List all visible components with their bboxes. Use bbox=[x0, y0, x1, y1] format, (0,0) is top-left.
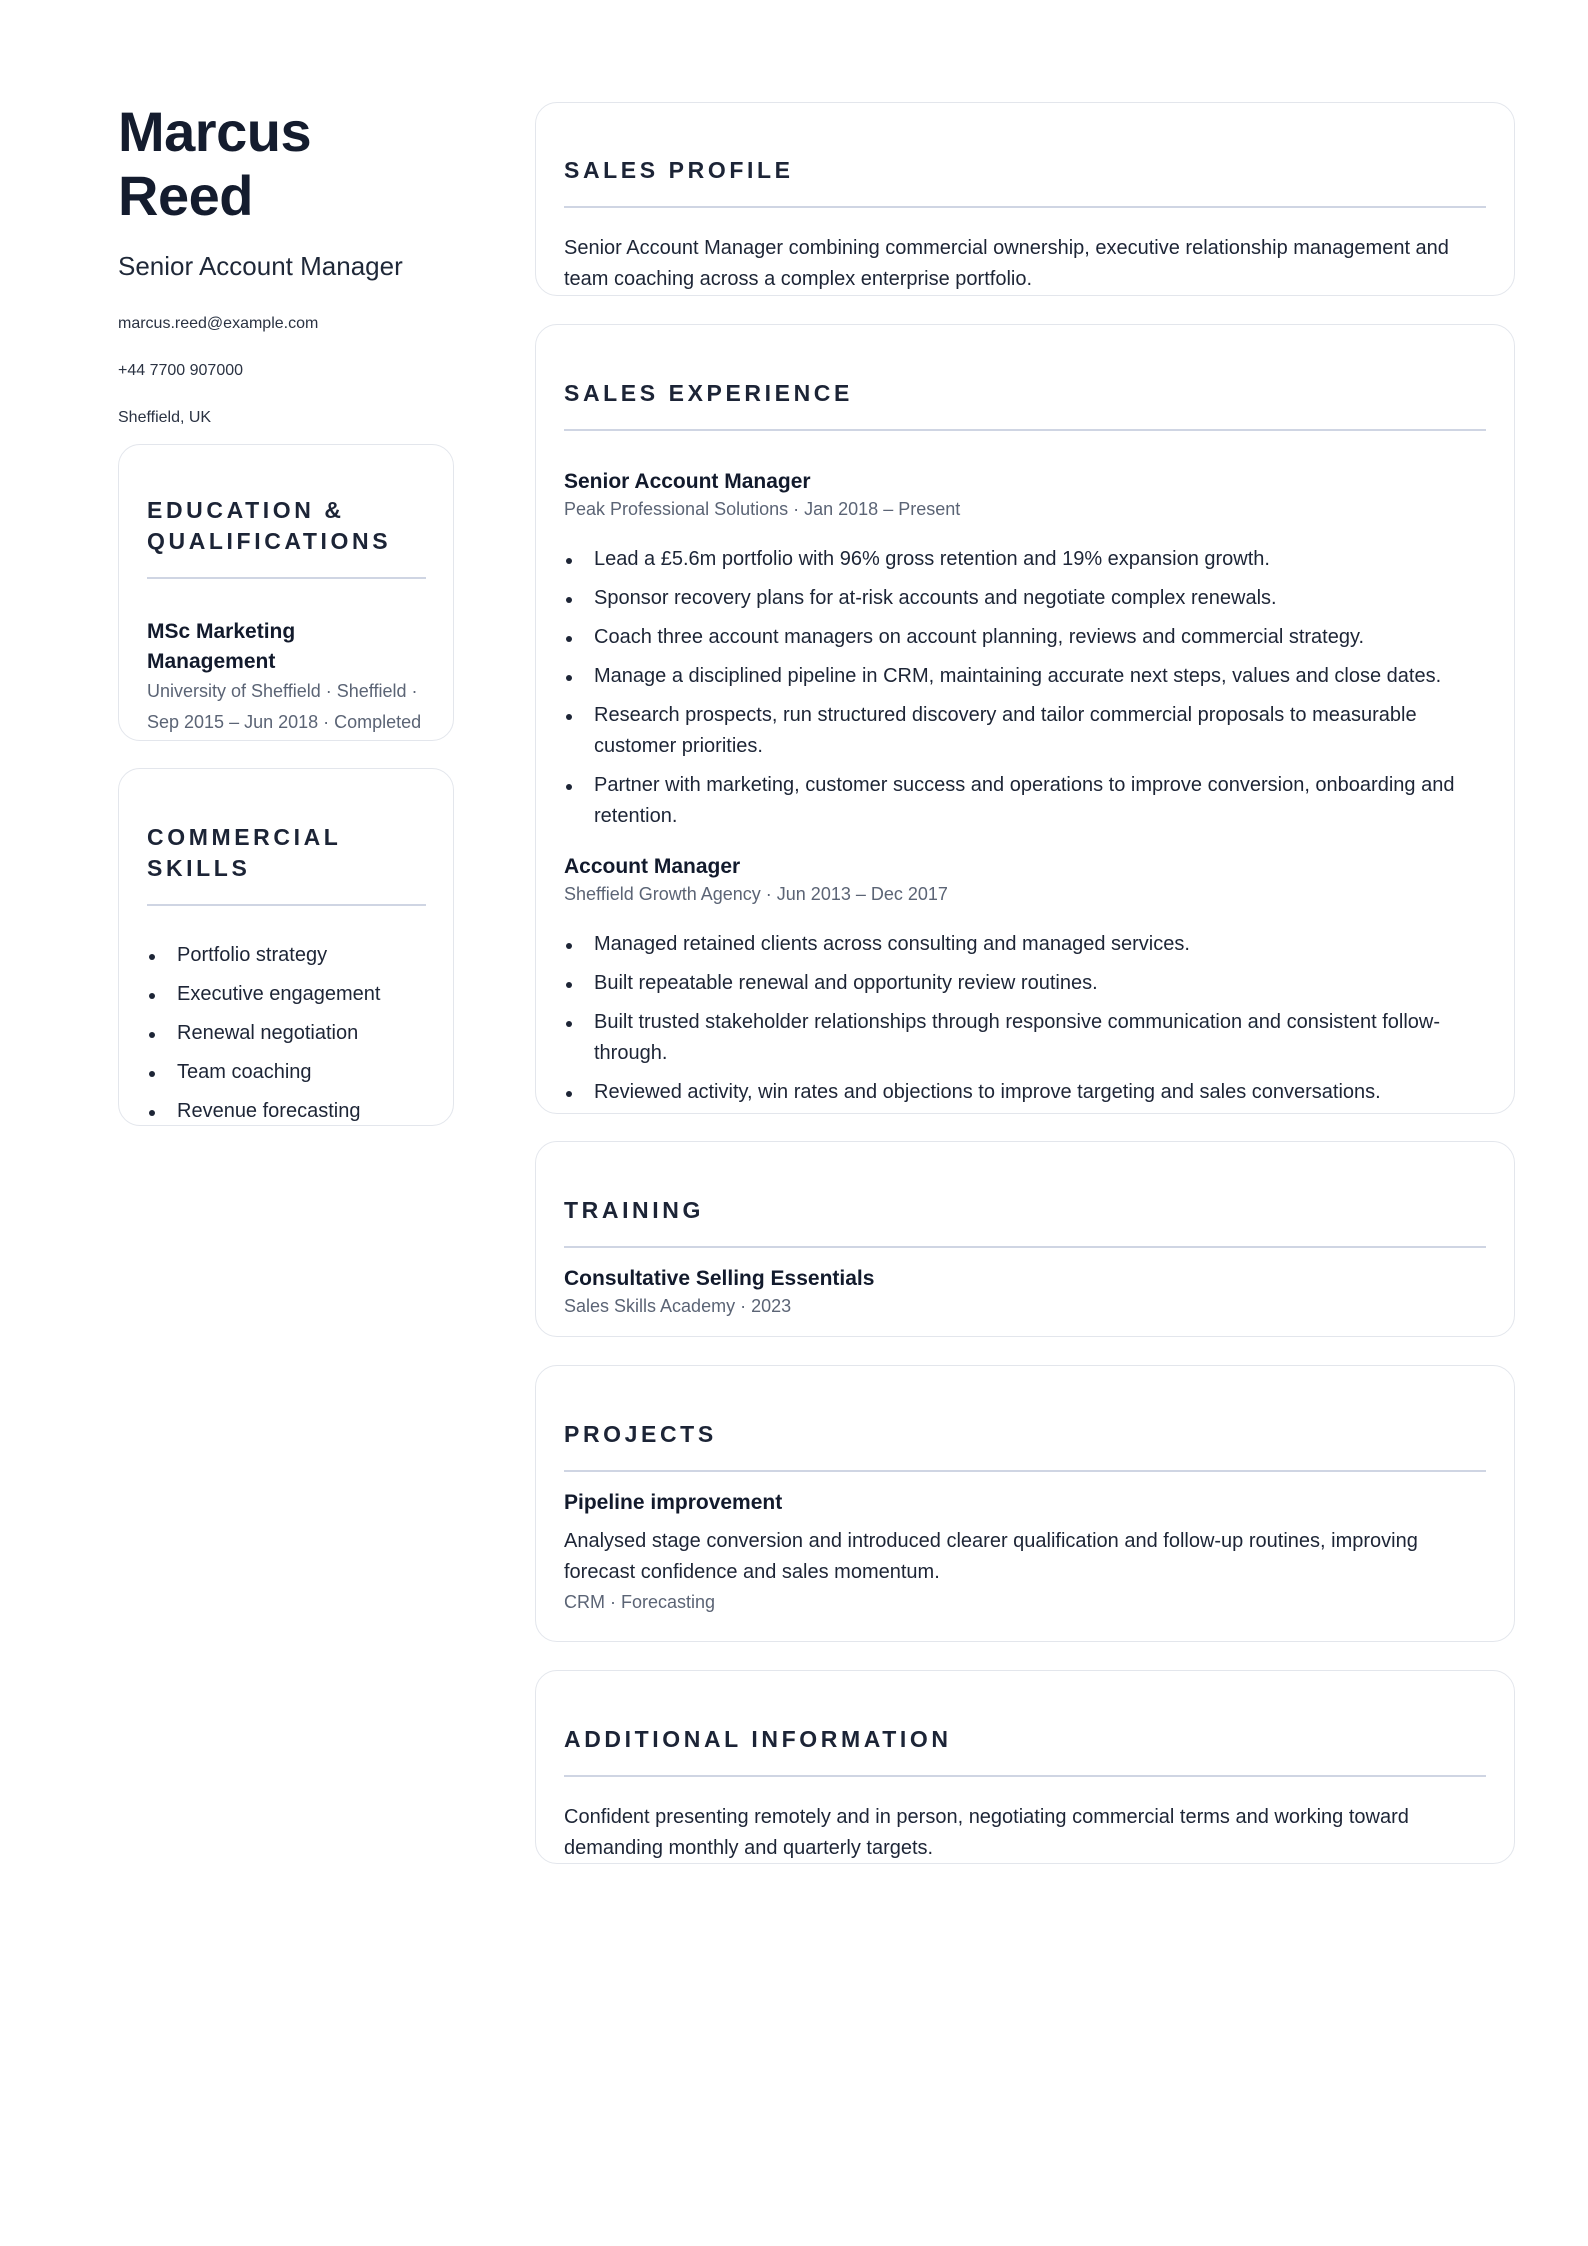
job-bullet: Partner with marketing, customer success and operations to improve conversion, onboarding and retention. bbox=[564, 770, 1486, 832]
additional-title: ADDITIONAL INFORMATION bbox=[564, 1726, 952, 1752]
section-divider bbox=[564, 1775, 1486, 1777]
job-bullet: Sponsor recovery plans for at-risk accounts and negotiate complex renewals. bbox=[564, 583, 1486, 614]
skills-title: COMMERCIAL SKILLS bbox=[147, 824, 342, 881]
section-divider bbox=[564, 429, 1486, 431]
skill-item: Renewal negotiation bbox=[147, 1018, 426, 1057]
course-title: Consultative Selling Essentials bbox=[564, 1267, 875, 1290]
job-bullet: Managed retained clients across consulting and managed services. bbox=[564, 929, 1486, 960]
section-divider bbox=[564, 1470, 1486, 1472]
additional-text: Confident presenting remotely and in person, negotiating commercial terms and working toward demanding monthly and quarterly targets. bbox=[564, 1806, 1409, 1859]
course-meta: Sales Skills Academy · 2023 bbox=[564, 1296, 792, 1316]
job-bullet: Coach three account managers on account planning, reviews and commercial strategy. bbox=[564, 622, 1486, 653]
profile-card bbox=[535, 102, 1515, 296]
job-meta: Sheffield Growth Agency · Jun 2013 – Dec 2017 bbox=[564, 884, 948, 904]
skill-item: Team coaching bbox=[147, 1057, 426, 1096]
section-divider bbox=[564, 206, 1486, 208]
job-meta: Peak Professional Solutions · Jan 2018 – Present bbox=[564, 499, 961, 519]
job-bullets bbox=[564, 929, 1486, 1108]
training-title: TRAINING bbox=[564, 1197, 704, 1223]
header-block bbox=[118, 100, 454, 455]
degree-title: MSc Marketing Management bbox=[147, 620, 296, 673]
profile-title: SALES PROFILE bbox=[564, 157, 794, 183]
job-entry bbox=[564, 852, 1486, 1108]
candidate-role: Senior Account Manager bbox=[118, 250, 403, 281]
job-bullet: Research prospects, run structured discovery and tailor commercial proposals to measurable customer priorities. bbox=[564, 700, 1486, 762]
skill-item: Revenue forecasting bbox=[147, 1096, 426, 1126]
education-meta-line2: Sep 2015 – Jun 2018 · Completed bbox=[147, 712, 422, 732]
additional-info-card bbox=[535, 1670, 1515, 1864]
candidate-name: Marcus Reed bbox=[118, 100, 312, 228]
projects-card bbox=[535, 1365, 1515, 1642]
contact-list bbox=[118, 314, 454, 455]
training-card bbox=[535, 1141, 1515, 1337]
skills-list bbox=[147, 940, 426, 1126]
project-tags: CRM · Forecasting bbox=[564, 1592, 716, 1612]
contact-email: marcus.reed@example.com bbox=[118, 314, 319, 332]
experience-title: SALES EXPERIENCE bbox=[564, 380, 853, 406]
job-bullet: Lead a £5.6m portfolio with 96% gross retention and 19% expansion growth. bbox=[564, 544, 1486, 575]
job-entry bbox=[564, 467, 1486, 832]
contact-location: Sheffield, UK bbox=[118, 408, 212, 426]
contact-phone: +44 7700 907000 bbox=[118, 361, 244, 379]
education-meta-line1: University of Sheffield · Sheffield · bbox=[147, 681, 418, 701]
skill-item: Portfolio strategy bbox=[147, 940, 426, 979]
section-divider bbox=[564, 1246, 1486, 1248]
education-card bbox=[118, 444, 454, 741]
project-description: Analysed stage conversion and introduced clearer qualification and follow-up routines, improving forecast confidence and sales momentum. bbox=[564, 1530, 1418, 1583]
job-bullet: Reviewed activity, win rates and objections to improve targeting and sales conversations. bbox=[564, 1077, 1486, 1108]
education-title: EDUCATION & QUALIFICATIONS bbox=[147, 497, 392, 554]
profile-text: Senior Account Manager combining commercial ownership, executive relationship management and team coaching across a complex enterprise portfolio. bbox=[564, 237, 1449, 290]
job-title: Senior Account Manager bbox=[564, 470, 811, 493]
job-bullet: Manage a disciplined pipeline in CRM, maintaining accurate next steps, values and close dates. bbox=[564, 661, 1486, 692]
skill-item: Executive engagement bbox=[147, 979, 426, 1018]
job-bullet: Built repeatable renewal and opportunity review routines. bbox=[564, 968, 1486, 999]
experience-card bbox=[535, 324, 1515, 1114]
job-title: Account Manager bbox=[564, 855, 741, 878]
section-divider bbox=[147, 904, 426, 906]
section-divider bbox=[147, 577, 426, 579]
job-bullet: Built trusted stakeholder relationships through responsive communication and consistent follow-through. bbox=[564, 1007, 1486, 1069]
project-name: Pipeline improvement bbox=[564, 1491, 783, 1514]
skills-card bbox=[118, 768, 454, 1126]
projects-title: PROJECTS bbox=[564, 1421, 717, 1447]
job-bullets bbox=[564, 544, 1486, 832]
